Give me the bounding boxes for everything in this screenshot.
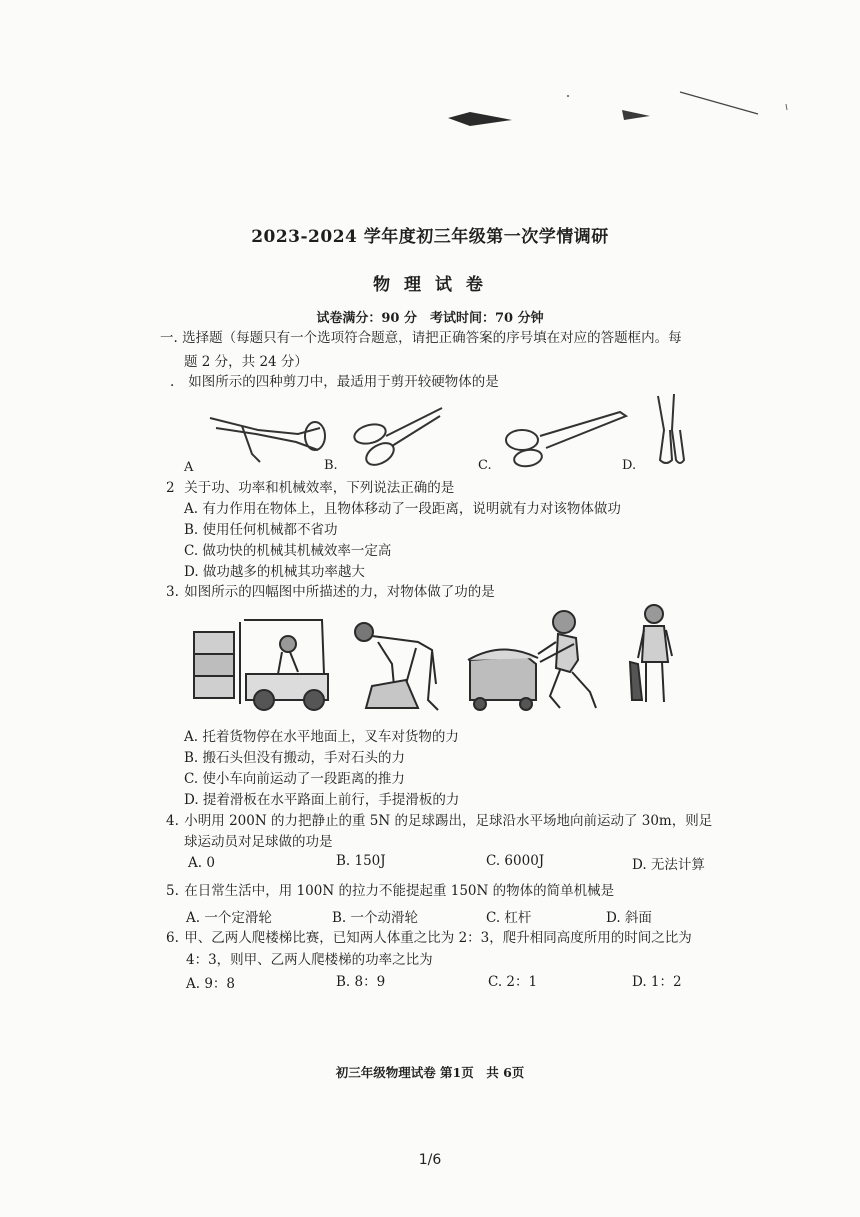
question-5-option-d: D. 斜面 — [606, 910, 652, 926]
question-text: 如图所示的四幅图中所描述的力，对物体做了功的是 — [184, 584, 495, 600]
question-6-option-a: A. 9：8 — [186, 976, 236, 992]
question-text: 甲、乙两人爬楼梯比赛，已知两人体重之比为 2：3，爬升相同高度所用的时间之比为 — [184, 930, 692, 946]
boy-pushing-cart-icon — [468, 611, 596, 710]
question-6-option-c: C. 2：1 — [488, 974, 538, 990]
question-text: 小明用 200N 的力把静止的重 5N 的足球踢出，足球沿水平场地向前运动了 30m，则足 — [184, 813, 713, 829]
boy-carrying-skateboard-icon — [630, 605, 672, 702]
work-scenes-figure — [186, 600, 706, 720]
question-4 — [166, 811, 712, 831]
question-2-option-a: A. 有力作用在物体上，且物体移动了一段距离，说明就有力对该物体做功 — [184, 501, 621, 517]
question-number: 5. — [166, 883, 179, 899]
figure-label-a: A — [184, 460, 194, 475]
question-6 — [166, 928, 692, 948]
question-text: 关于功、功率和机械效率，下列说法正确的是 — [184, 480, 455, 496]
scan-smudge-marks — [0, 0, 860, 140]
question-4-text-cont: 球运动员对足球做的功是 — [184, 834, 333, 850]
thread-snips-icon — [658, 394, 684, 463]
question-number: 3. — [166, 584, 179, 600]
question-5-option-c: C. 杠杆 — [486, 910, 532, 926]
question-3-option-a: A. 托着货物停在水平地面上，叉车对货物的力 — [184, 729, 459, 745]
question-4-option-d: D. 无法计算 — [632, 857, 705, 873]
scissors-c-icon — [506, 412, 626, 468]
question-3-option-d: D. 提着滑板在水平路面上前行，手提滑板的力 — [184, 792, 460, 808]
question-text: 如图所示的四种剪刀中，最适用于剪开较硬物体的是 — [188, 374, 499, 390]
question-2-option-b: B. 使用任何机械都不省功 — [184, 522, 338, 538]
question-5-option-a: A. 一个定滑轮 — [186, 910, 272, 926]
question-4-option-a: A. 0 — [188, 855, 215, 871]
question-5-option-b: B. 一个动滑轮 — [332, 910, 419, 926]
scissors-b-icon — [352, 408, 442, 469]
question-6-option-d: D. 1：2 — [632, 974, 682, 990]
page-indicator: 1/6 — [418, 1152, 442, 1168]
question-2-option-d: D. 做功越多的机械其功率越大 — [184, 564, 365, 580]
person-lifting-rock-icon — [355, 623, 438, 710]
exam-title: 2023-2024 学年度初三年级第一次学情调研 — [251, 227, 609, 247]
figure-label-c: C. — [478, 458, 492, 473]
page-footer: 初三年级物理试卷 第1页 共 6页 — [335, 1065, 525, 1080]
question-number: 4. — [166, 813, 179, 829]
question-3-option-c: C. 使小车向前运动了一段距离的推力 — [184, 771, 405, 787]
figure-label-d: D. — [622, 458, 637, 473]
exam-subtitle: 物 理 试 卷 — [373, 275, 487, 295]
question-2 — [166, 478, 454, 498]
question-number: 6. — [166, 930, 179, 946]
question-number: . — [170, 374, 175, 390]
question-5 — [166, 881, 614, 901]
section-heading-cont: 题 2 分，共 24 分） — [184, 354, 308, 370]
figure-label-b: B. — [324, 458, 338, 473]
forklift-icon — [194, 620, 328, 710]
question-3-option-b: B. 搬石头但没有搬动，手对石头的力 — [184, 750, 406, 766]
question-2-option-c: C. 做功快的机械其机械效率一定高 — [184, 543, 392, 559]
question-6-option-b: B. 8：9 — [336, 974, 386, 990]
question-4-option-b: B. 150J — [336, 853, 386, 869]
question-4-option-c: C. 6000J — [486, 853, 545, 869]
pruning-shears-icon — [210, 418, 325, 462]
section-heading: 一. 选择题（每题只有一个选项符合题意，请把正确答案的序号填在对应的答题框内。每 — [160, 330, 682, 346]
question-6-text-cont: 4：3，则甲、乙两人爬楼梯的功率之比为 — [186, 952, 433, 968]
question-3 — [166, 582, 495, 602]
exam-info: 试卷满分：90 分 考试时间：70 分钟 — [316, 311, 544, 326]
question-text: 在日常生活中，用 100N 的拉力不能提起重 150N 的物体的简单机械是 — [184, 883, 615, 899]
question-1 — [170, 372, 499, 392]
question-number: 2 — [166, 480, 175, 496]
